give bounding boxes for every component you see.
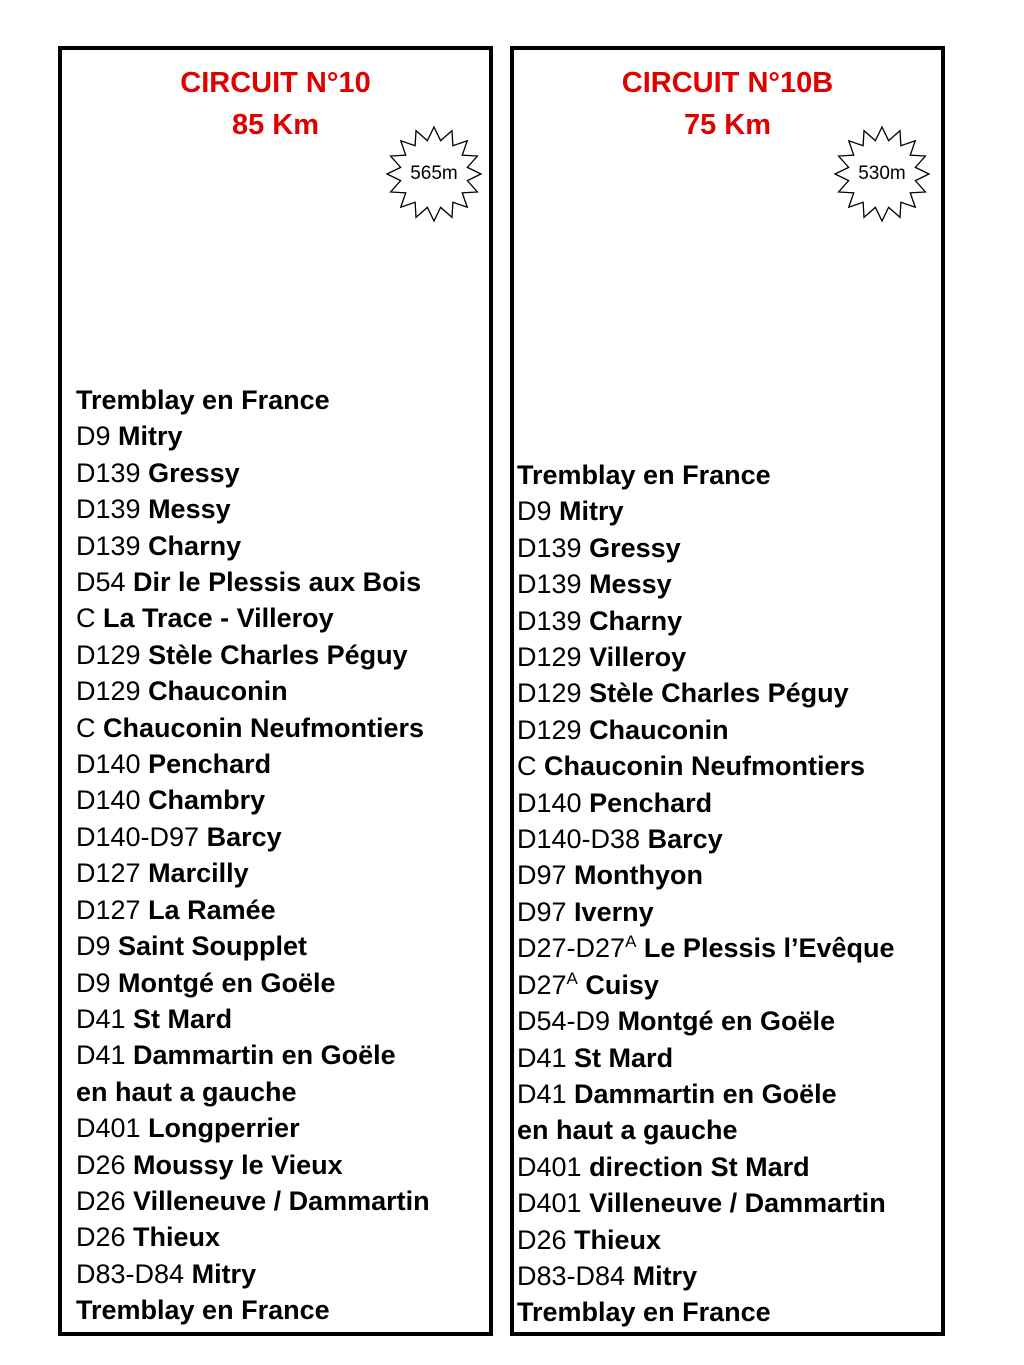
- place-name: Thieux: [133, 1222, 221, 1253]
- road-number: D26: [76, 1185, 126, 1216]
- place-name: La Trace - Villeroy: [103, 603, 334, 634]
- road-number: D27: [517, 969, 567, 1000]
- place-name: Thieux: [574, 1224, 662, 1255]
- route-step: [76, 892, 430, 928]
- place-name: Tremblay en France: [76, 385, 330, 415]
- place-name: Monthyon: [574, 860, 704, 891]
- route-step: [76, 600, 430, 636]
- route-step: [517, 1003, 895, 1039]
- elevation-value: 565m: [410, 163, 458, 184]
- place-name: Dammartin en Goële: [133, 1040, 396, 1071]
- road-number: D54: [76, 567, 126, 598]
- elevation-badge: [832, 124, 932, 224]
- place-name: Saint Soupplet: [118, 931, 308, 962]
- road-number: C: [76, 712, 96, 743]
- place-name: Dir le Plessis aux Bois: [133, 567, 422, 598]
- road-number: C: [76, 603, 96, 634]
- route-step: [517, 675, 895, 711]
- place-name: Mitry: [191, 1258, 257, 1289]
- route-step: [76, 710, 430, 746]
- route-step: [517, 857, 895, 893]
- road-number: D9: [517, 496, 552, 527]
- place-name: Mitry: [632, 1260, 698, 1291]
- road-number: D127: [76, 894, 141, 925]
- route-step: [76, 746, 430, 782]
- road-suffix: A: [566, 968, 578, 988]
- road-number: D139: [517, 605, 582, 636]
- route-step: [76, 965, 430, 1001]
- route-step: [76, 673, 430, 709]
- circuit-name: CIRCUIT N°10: [180, 67, 371, 99]
- place-name: Moussy le Vieux: [133, 1149, 343, 1180]
- road-number: D139: [76, 494, 141, 525]
- place-name: Chauconin Neufmontiers: [544, 751, 866, 782]
- route-step: [76, 1183, 430, 1219]
- road-suffix: A: [625, 932, 637, 952]
- place-name: Dammartin en Goële: [574, 1078, 837, 1109]
- road-number: D129: [517, 642, 582, 673]
- place-name: Montgé en Goële: [617, 1006, 836, 1037]
- road-number: D401: [76, 1113, 141, 1144]
- circuit-name: CIRCUIT N°10B: [621, 67, 834, 99]
- place-name: Villeneuve / Dammartin: [133, 1185, 430, 1216]
- road-number: D9: [76, 931, 111, 962]
- road-number: D41: [76, 1040, 126, 1071]
- elevation-badge: [384, 124, 484, 224]
- road-number: D97: [517, 896, 567, 927]
- road-number: D9: [76, 421, 111, 452]
- place-name: Messy: [148, 494, 231, 525]
- place-name: Chambry: [148, 785, 266, 816]
- road-number: D140-D97: [76, 821, 200, 852]
- route-step: [76, 782, 430, 818]
- route-step: [76, 637, 430, 673]
- place-name: Chauconin Neufmontiers: [103, 712, 425, 743]
- place-name: Tremblay en France: [517, 1297, 771, 1328]
- place-name: Iverny: [574, 896, 654, 927]
- place-name: Le Plessis l’Evêque: [643, 933, 895, 964]
- road-number: C: [517, 751, 537, 782]
- route-step: [517, 1294, 895, 1330]
- road-number: D26: [517, 1224, 567, 1255]
- place-name: Charny: [589, 605, 683, 636]
- route-step: [76, 564, 430, 600]
- route-step: [76, 1001, 430, 1037]
- place-name: Stèle Charles Péguy: [589, 678, 849, 709]
- place-name: Tremblay en France: [76, 1295, 330, 1326]
- route-step: [517, 930, 895, 966]
- road-number: D26: [76, 1222, 126, 1253]
- place-name: Penchard: [148, 749, 272, 780]
- road-number: D26: [76, 1149, 126, 1180]
- route-step: [517, 1112, 895, 1148]
- route-step: [517, 712, 895, 748]
- route-step: [76, 1037, 430, 1073]
- route-step: [517, 566, 895, 602]
- place-name: St Mard: [574, 1042, 674, 1073]
- route-step: [517, 1149, 895, 1185]
- route-step: [517, 1185, 895, 1221]
- route-step: [76, 382, 430, 418]
- place-name: Villeneuve / Dammartin: [589, 1188, 886, 1219]
- place-name: Marcilly: [148, 858, 249, 889]
- route-list: [517, 457, 895, 1331]
- route-step: [76, 1292, 430, 1328]
- place-name: Stèle Charles Péguy: [148, 639, 408, 670]
- circuit-10b-panel: [510, 46, 945, 1336]
- route-step: [76, 819, 430, 855]
- road-number: D129: [76, 639, 141, 670]
- route-step: [76, 418, 430, 454]
- road-number: D401: [517, 1151, 582, 1182]
- road-number: D83-D84: [76, 1258, 185, 1289]
- route-step: [76, 491, 430, 527]
- place-name: Barcy: [647, 824, 723, 855]
- route-step: [517, 1222, 895, 1258]
- route-step: [517, 967, 895, 1003]
- place-name: Gressy: [148, 457, 240, 488]
- road-number: D27-D27: [517, 933, 626, 964]
- place-name: Mitry: [559, 496, 624, 527]
- circuit-distance: 85 Km: [231, 109, 320, 141]
- road-number: D9: [76, 967, 111, 998]
- road-number: D41: [517, 1042, 567, 1073]
- route-step: [517, 457, 895, 493]
- place-name: Villeroy: [589, 642, 687, 673]
- place-name: Gressy: [589, 532, 681, 563]
- place-name: Chauconin: [148, 676, 288, 707]
- place-name: direction St Mard: [589, 1151, 810, 1182]
- route-step: [76, 928, 430, 964]
- route-step: [517, 1258, 895, 1294]
- place-name: Charny: [148, 530, 242, 561]
- route-step: [517, 493, 895, 529]
- circuit-distance: 75 Km: [683, 109, 772, 141]
- route-step: [517, 1040, 895, 1076]
- road-number: D140: [517, 787, 582, 818]
- route-step: [76, 855, 430, 891]
- road-number: D139: [517, 569, 582, 600]
- place-name: en haut a gauche: [76, 1076, 297, 1107]
- route-step: [76, 1219, 430, 1255]
- road-number: D54-D9: [517, 1006, 611, 1037]
- road-number: D129: [76, 676, 141, 707]
- place-name: Tremblay en France: [517, 460, 771, 490]
- route-step: [517, 603, 895, 639]
- elevation-value: 530m: [858, 163, 906, 184]
- road-number: D140-D38: [517, 824, 641, 855]
- route-list: [76, 382, 430, 1329]
- route-step: [517, 821, 895, 857]
- place-name: La Ramée: [148, 894, 276, 925]
- route-step: [517, 1076, 895, 1112]
- route-step: [76, 1110, 430, 1146]
- place-name: Mitry: [118, 421, 183, 452]
- route-step: [76, 1256, 430, 1292]
- road-number: D41: [517, 1078, 567, 1109]
- route-step: [517, 639, 895, 675]
- route-step: [517, 785, 895, 821]
- route-step: [76, 1147, 430, 1183]
- place-name: Cuisy: [585, 969, 659, 1000]
- route-step: [517, 530, 895, 566]
- route-step: [76, 1074, 430, 1110]
- route-step: [517, 748, 895, 784]
- road-number: D139: [76, 457, 141, 488]
- place-name: Montgé en Goële: [118, 967, 336, 998]
- place-name: Messy: [589, 569, 672, 600]
- road-number: D140: [76, 785, 141, 816]
- place-name: St Mard: [133, 1003, 233, 1034]
- road-number: D129: [517, 678, 582, 709]
- road-number: D129: [517, 714, 582, 745]
- road-number: D41: [76, 1003, 126, 1034]
- road-number: D140: [76, 749, 141, 780]
- place-name: Longperrier: [148, 1113, 300, 1144]
- route-step: [517, 894, 895, 930]
- road-number: D97: [517, 860, 567, 891]
- road-number: D127: [76, 858, 141, 889]
- place-name: en haut a gauche: [517, 1115, 738, 1146]
- place-name: Barcy: [206, 821, 282, 852]
- place-name: Penchard: [589, 787, 713, 818]
- road-number: D83-D84: [517, 1260, 626, 1291]
- road-number: D139: [76, 530, 141, 561]
- circuit-10-panel: [58, 46, 493, 1336]
- road-number: D139: [517, 532, 582, 563]
- place-name: Chauconin: [589, 714, 729, 745]
- road-number: D401: [517, 1188, 582, 1219]
- route-step: [76, 528, 430, 564]
- route-step: [76, 455, 430, 491]
